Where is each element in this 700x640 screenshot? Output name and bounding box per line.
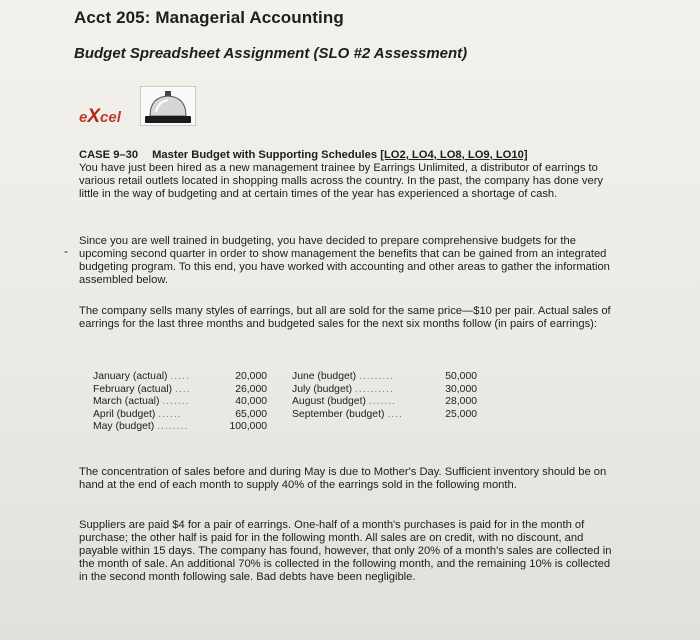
excel-logo-x: X xyxy=(87,106,101,127)
case-number: CASE 9–30 xyxy=(79,149,139,161)
case-block xyxy=(79,149,619,201)
sales-value: 20,000 xyxy=(235,371,267,382)
case-intro: You have just been hired as a new management trainee by Earrings Unlimited, a distributor of earrings to various retail outlets located in shopping malls across the country. In the past, the company has done very little in the way of budgeting and at certain times of the year has experienced a shortage of cash. xyxy=(79,162,604,200)
paragraph-sales-intro: The company sells many styles of earrings, but all are sold for the same price—$10 per pair. Actual sales of earrings for the last three months and budgeted sales for the next six months follow (in pairs of earrings): xyxy=(79,305,611,330)
sales-month: May (budget) ........ xyxy=(93,421,189,433)
sales-month: June (budget) ......... xyxy=(292,371,394,382)
sales-month: August (budget) ....... xyxy=(292,396,397,408)
excel-logo-suffix: cel xyxy=(100,109,121,126)
learning-objectives: [LO2, LO4, LO8, LO9, LO10] xyxy=(380,149,528,161)
sales-col-months-right xyxy=(292,371,432,421)
case-heading xyxy=(79,149,619,162)
sales-value: 40,000 xyxy=(235,396,267,408)
paragraph-suppliers: Suppliers are paid $4 for a pair of earrings. One-half of a month's purchases is paid for in the month of purchase; the other half is paid for in the following month. All sales are on credit, with no discount, and payable within 15 days. The company has found, however, that only 20% of a month's sales are collected in the month of sale. An additional 70% is collected in the following month, and the remaining 10% is collected in the second month following sale. Bad debts have been negligible. xyxy=(79,519,612,583)
sales-value: 30,000 xyxy=(445,383,477,395)
sales-month: March (actual) ....... xyxy=(93,396,190,408)
sales-col-values-left xyxy=(219,371,267,434)
sales-month: April (budget) ...... xyxy=(93,408,182,420)
sales-value: 100,000 xyxy=(229,421,267,433)
sales-value: 50,000 xyxy=(445,371,477,382)
sales-month: September (budget) .... xyxy=(292,408,403,420)
sales-month: January (actual) ..... xyxy=(93,371,190,382)
sales-col-values-right xyxy=(429,371,477,421)
paragraph-budgeting: Since you are well trained in budgeting, you have decided to prepare comprehensive budgets for the upcoming second quarter in order to show management the benefits that can be gained from an integrated budgeting program. To this end, you have worked with accounting and other areas to gather the information assembled below. xyxy=(79,235,610,286)
paragraph-inventory: The concentration of sales before and during May is due to Mother's Day. Sufficient inventory should be on hand at the end of each month to supply 40% of the earrings sold in the following month. xyxy=(79,466,607,491)
excel-logo xyxy=(79,106,121,128)
sales-month: February (actual) .... xyxy=(93,383,191,395)
service-bell-icon xyxy=(140,86,196,126)
margin-mark: - xyxy=(64,244,68,258)
sales-value: 65,000 xyxy=(235,408,267,420)
course-title: Acct 205: Managerial Accounting xyxy=(74,8,344,27)
sales-value: 28,000 xyxy=(445,396,477,408)
sales-value: 26,000 xyxy=(235,383,267,395)
assignment-title: Budget Spreadsheet Assignment (SLO #2 Assessment) xyxy=(74,45,468,62)
excel-logo-prefix: e xyxy=(79,109,88,126)
sales-value: 25,000 xyxy=(445,408,477,420)
case-title: Master Budget with Supporting Schedules xyxy=(152,149,378,161)
sales-month: July (budget) .......... xyxy=(292,383,394,395)
